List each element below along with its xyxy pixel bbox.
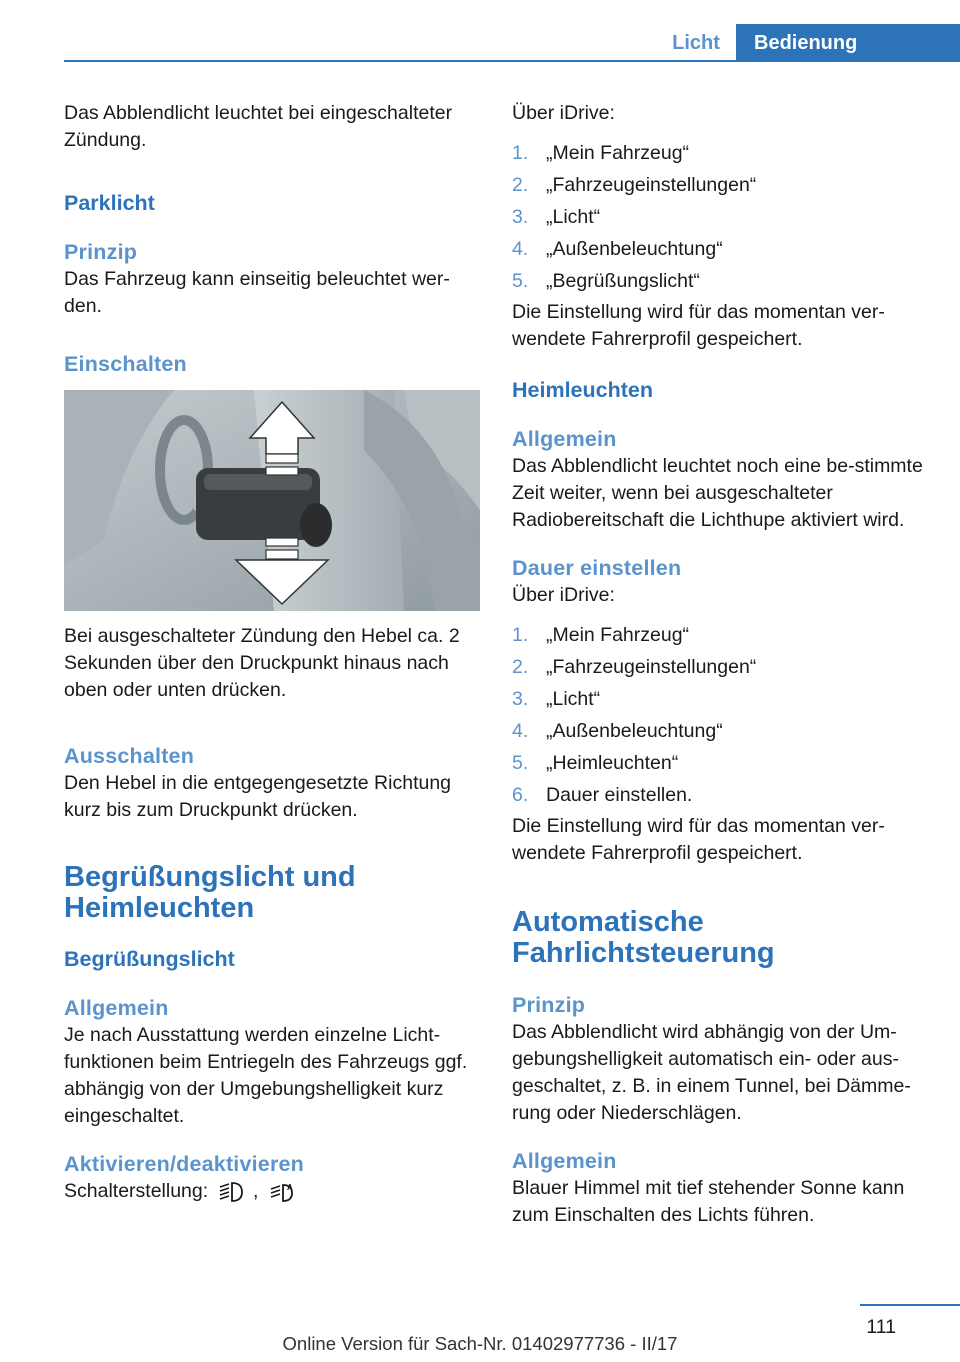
idrive-label-1: Über iDrive: — [512, 102, 615, 124]
steps-list-2 — [512, 619, 932, 811]
prinzip-text: Das Fahrzeug kann einseitig beleuchtet wer-den. — [64, 268, 450, 317]
heimleuchten-heading: Heimleuchten — [512, 378, 653, 402]
schalterstellung-separator: , — [253, 1180, 259, 1202]
prinzip-heading: Prinzip — [512, 993, 586, 1017]
low-beam-auto-icon — [218, 1181, 244, 1203]
main-heading-begruessung: Begrüßungslicht und Heimleuchten — [64, 861, 356, 924]
tab-bedienung[interactable]: Bedienung — [736, 24, 960, 62]
heimleuchten-text: Das Abblendlicht leuchtet noch eine be-stimmte Zeit weiter, wenn bei ausgeschalteter Radiobereitschaft die Lichthupe aktiviert wird. — [512, 455, 923, 531]
list-item: 2. „Fahrzeugeinstellungen“ — [512, 174, 757, 196]
lever-arrows-illustration — [64, 390, 480, 611]
left-column — [64, 100, 482, 1205]
page-number: 111 — [866, 1316, 896, 1338]
list-item: 4. „Außenbeleuchtung“ — [512, 720, 723, 742]
allgemein-heading: Allgemein — [512, 427, 617, 451]
allgemein-heading: Allgemein — [512, 1149, 617, 1173]
tab-licht[interactable]: Licht — [672, 32, 720, 54]
list-item: 1. „Mein Fahrzeug“ — [512, 624, 690, 646]
list-item: 5. „Heimleuchten“ — [512, 752, 679, 774]
list-item: 4. „Außenbeleuchtung“ — [512, 238, 723, 260]
aktivieren-heading: Aktivieren/deaktivieren — [64, 1152, 305, 1176]
einschalten-text: Bei ausgeschalteter Zündung den Hebel ca. 2 Sekunden über den Druckpunkt hinaus nach oben oder unten drücken. — [64, 625, 460, 701]
saved-text-2: Die Einstellung wird für das momentan ver-wendete Fahrerprofil gespeichert. — [512, 815, 885, 864]
list-item: 6. Dauer einstellen. — [512, 784, 693, 806]
allgemein-text: Je nach Ausstattung werden einzelne Licht-funktionen beim Entriegeln des Fahrzeugs ggf. abhängig von der Umgebungshelligkeit kurz eingeschaltet. — [64, 1024, 468, 1127]
begruessungslicht-heading: Begrüßungslicht — [64, 947, 235, 971]
list-item: 2. „Fahrzeugeinstellungen“ — [512, 656, 757, 678]
schalterstellung-label: Schalterstellung: — [64, 1180, 209, 1202]
list-item: 3. „Licht“ — [512, 206, 601, 228]
auto-headlight-icon — [268, 1181, 296, 1203]
einschalten-heading: Einschalten — [64, 352, 187, 376]
footer-rule — [860, 1304, 960, 1306]
right-column — [512, 100, 932, 1229]
allgemein-heading: Allgemein — [64, 996, 169, 1020]
list-item: 1. „Mein Fahrzeug“ — [512, 142, 690, 164]
list-item: 3. „Licht“ — [512, 688, 601, 710]
schalterstellung-line — [64, 1178, 482, 1205]
svg-text:A: A — [286, 1182, 293, 1192]
main-heading-automatische: Automatische Fahrlichtsteuerung — [512, 906, 775, 969]
saved-text-1: Die Einstellung wird für das momentan ver-wendete Fahrerprofil gespeichert. — [512, 301, 885, 350]
intro-text: Das Abblendlicht leuchtet bei eingeschalteter Zündung. — [64, 102, 453, 151]
prinzip-text: Das Abblendlicht wird abhängig von der Um-gebungshelligkeit automatisch ein- oder aus-geschaltet, z. B. in einem Tunnel, bei Dämme-rung oder Niederschlägen. — [512, 1021, 911, 1124]
dauer-heading: Dauer einstellen — [512, 556, 682, 580]
steps-list-1 — [512, 137, 932, 297]
allgemein-text: Blauer Himmel mit tief stehender Sonne kann zum Einschalten des Lichts führen. — [512, 1177, 905, 1226]
prinzip-heading: Prinzip — [64, 240, 138, 264]
ausschalten-heading: Ausschalten — [64, 744, 195, 768]
idrive-label-2: Über iDrive: — [512, 584, 615, 606]
parklicht-heading: Parklicht — [64, 191, 155, 215]
online-version-footer: Online Version für Sach-Nr. 01402977736 - II/17 — [282, 1333, 678, 1354]
ausschalten-text: Den Hebel in die entgegengesetzte Richtung kurz bis zum Druckpunkt drücken. — [64, 772, 452, 821]
list-item: 5. „Begrüßungslicht“ — [512, 270, 700, 292]
